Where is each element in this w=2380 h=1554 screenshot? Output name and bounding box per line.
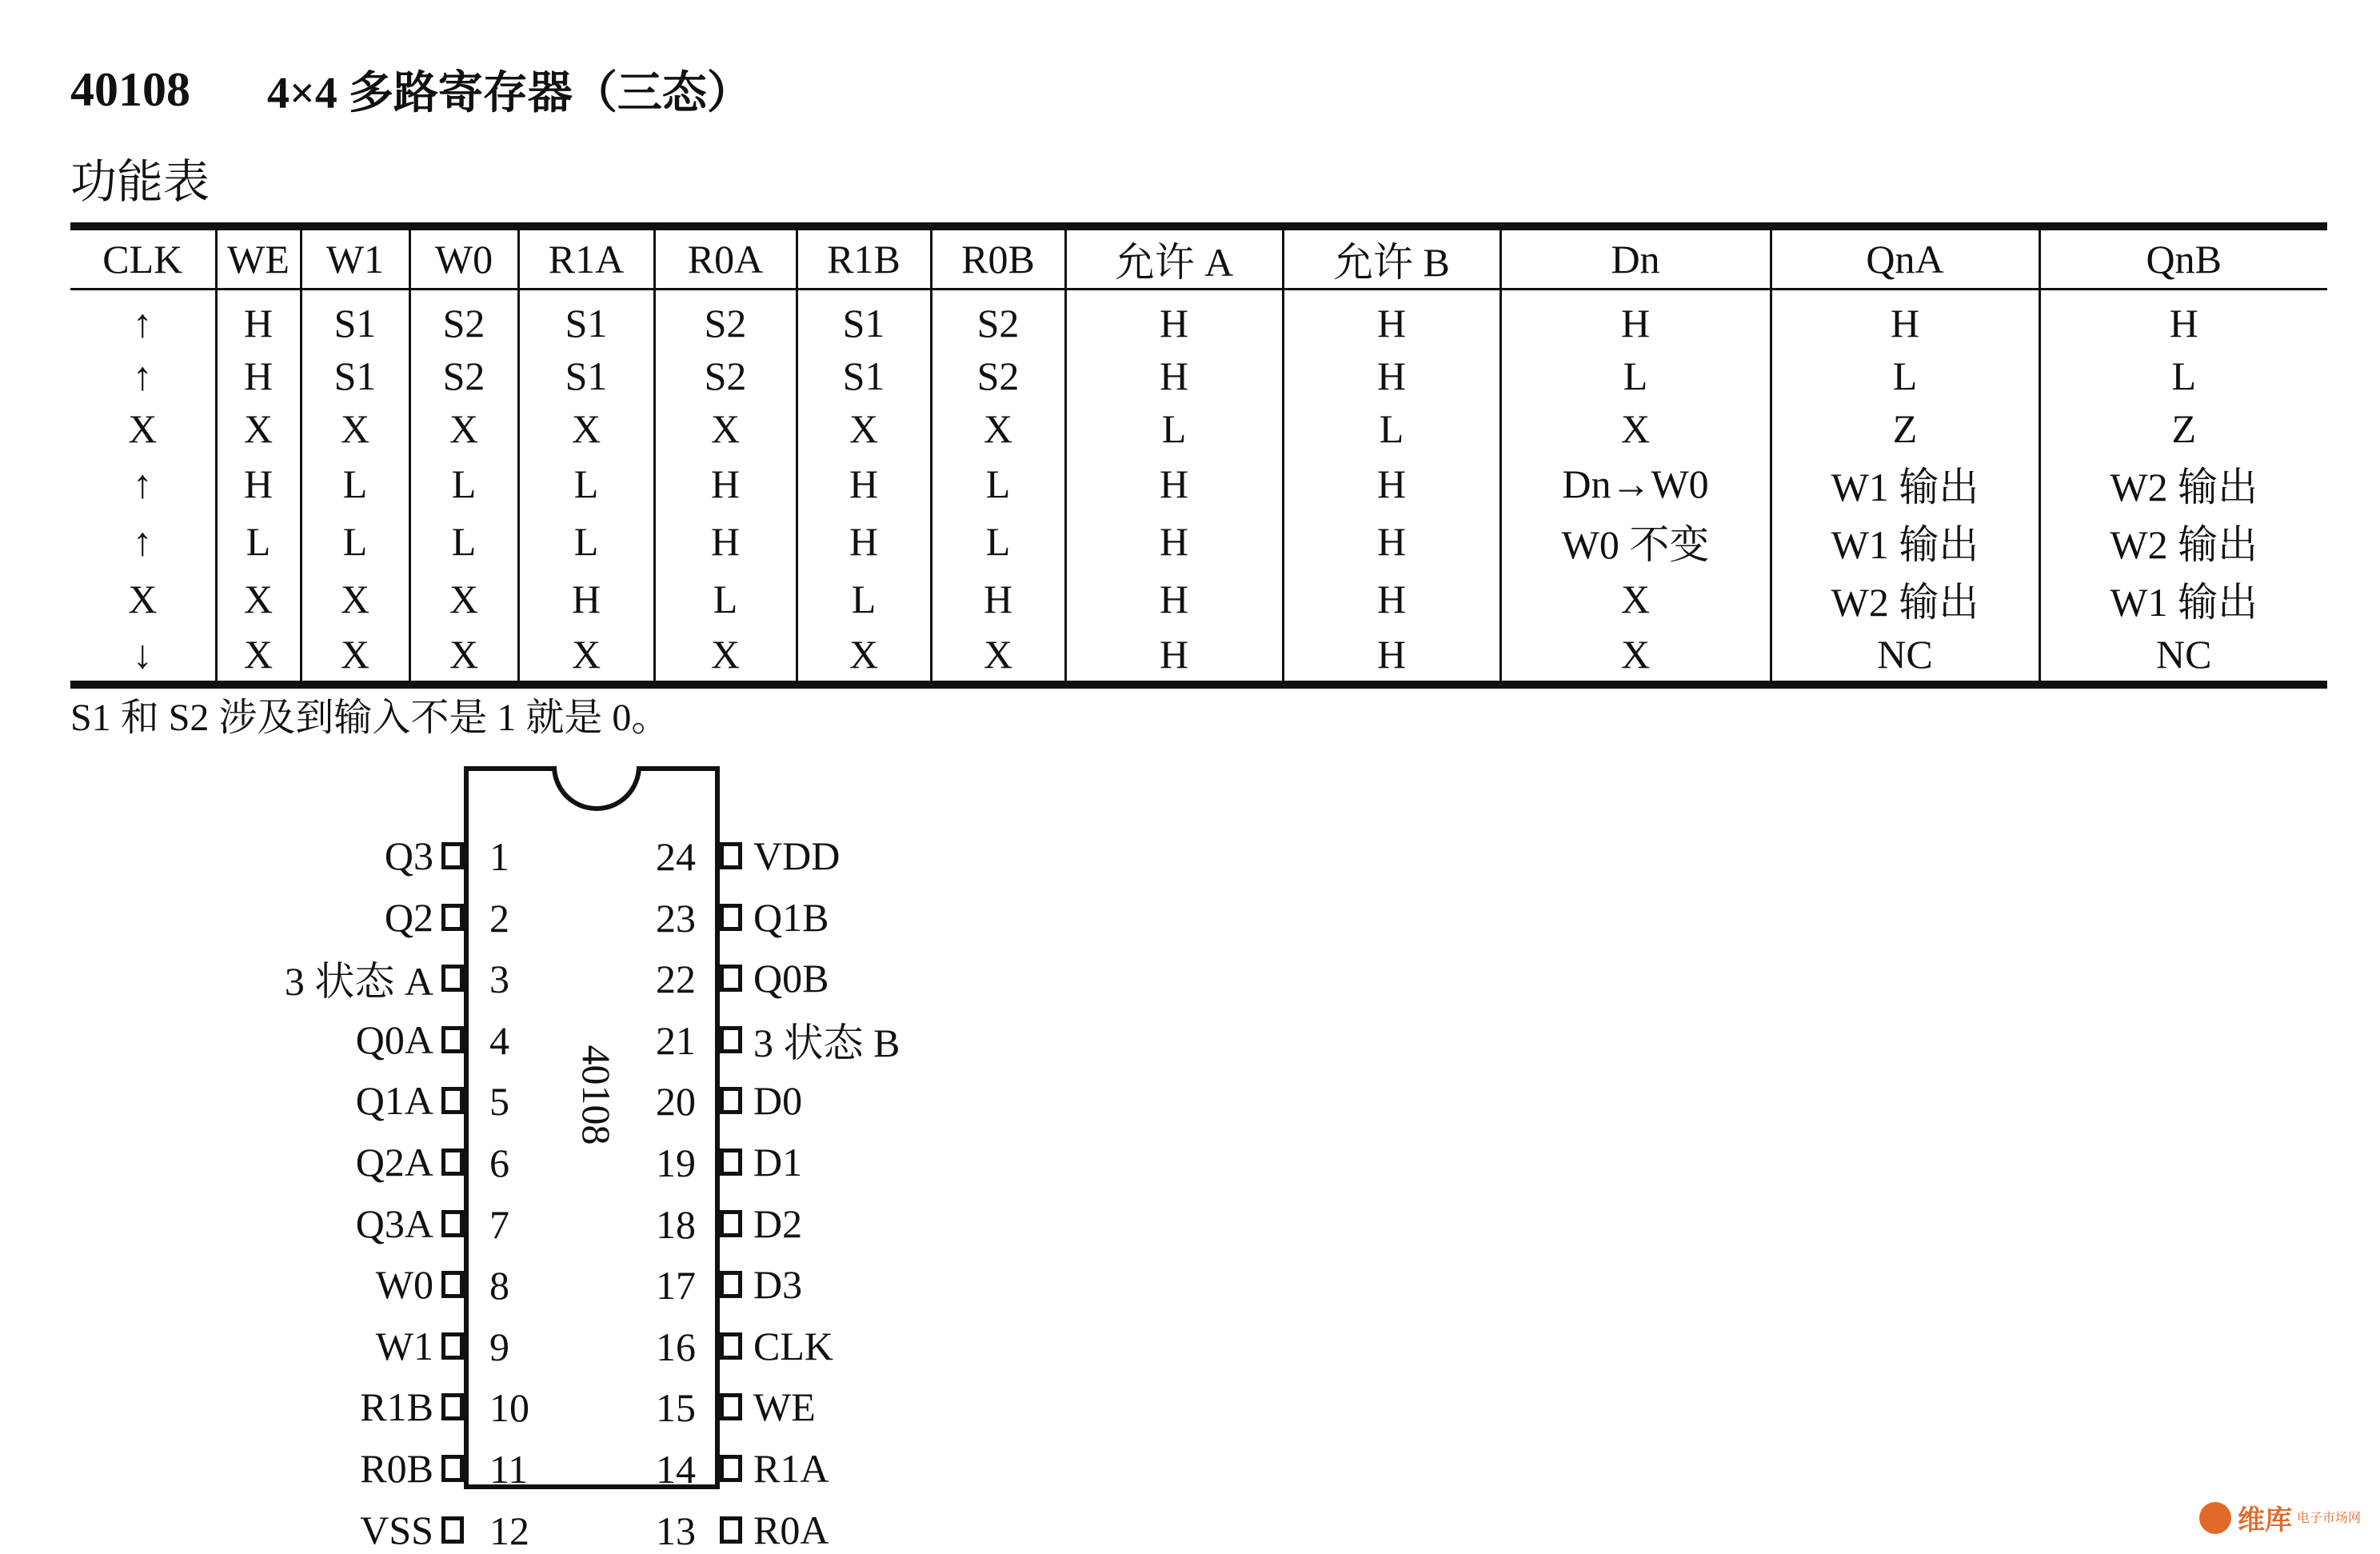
pin-number: 7: [489, 1201, 509, 1247]
table-cell: H: [216, 350, 301, 402]
table-header-row: [70, 226, 2327, 290]
column-header: 允许 A: [1065, 226, 1283, 290]
table-cell: X: [301, 570, 409, 628]
table-cell: X: [216, 570, 301, 628]
table-cell: H: [2039, 290, 2327, 350]
pin-number: 16: [656, 1324, 696, 1369]
pin-right-23: [720, 893, 829, 941]
table-cell: X: [654, 628, 797, 685]
pin-box-icon: [441, 842, 464, 869]
table-cell: W1 输出: [1771, 455, 2039, 513]
pin-name: VSS: [360, 1507, 433, 1552]
table-cell: X: [654, 402, 797, 455]
pin-box-icon: [720, 1087, 742, 1114]
table-row: [70, 350, 2327, 402]
pin-box-icon: [441, 1393, 464, 1420]
pin-left-9: [376, 1322, 464, 1370]
table-cell: H: [654, 513, 797, 570]
column-header: WE: [216, 226, 301, 290]
pin-name: D0: [753, 1078, 803, 1124]
table-cell: S1: [301, 290, 409, 350]
pin-name: Q3A: [355, 1200, 433, 1246]
table-cell: L: [409, 513, 518, 570]
pin-right-22: [720, 954, 829, 1002]
pin-box-icon: [441, 1210, 464, 1237]
page-title: 4×4 多路寄存器（三态）: [267, 69, 752, 118]
pin-name: D3: [753, 1262, 803, 1308]
pin-left-12: [360, 1506, 464, 1554]
table-row: [70, 455, 2327, 513]
pin-number: 12: [489, 1508, 529, 1553]
table-cell: H: [654, 455, 797, 513]
pin-left-2: [385, 893, 464, 941]
pin-box-icon: [720, 842, 742, 869]
pin-left-4: [356, 1016, 464, 1064]
watermark-brand: 维库: [2237, 1504, 2292, 1536]
table-cell: L: [931, 455, 1065, 513]
pin-right-15: [720, 1383, 816, 1431]
pin-number: 21: [656, 1017, 696, 1063]
table-cell: H: [1065, 628, 1283, 685]
watermark-tagline: 电子市场网: [2296, 1509, 2361, 1525]
function-table: [70, 222, 2327, 689]
pin-number: 15: [656, 1385, 696, 1431]
column-header: W0: [409, 226, 518, 290]
table-cell: L: [518, 455, 654, 513]
table-cell: ↑: [132, 461, 153, 506]
pin-box-icon: [441, 1149, 464, 1176]
watermark: [2199, 1498, 2361, 1537]
pin-name: Q0B: [753, 956, 829, 1001]
table-cell: S1: [301, 350, 409, 402]
pin-box-icon: [441, 1026, 464, 1053]
table-cell: NC: [1771, 628, 2039, 685]
pin-number: 10: [489, 1385, 529, 1431]
pin-box-icon: [720, 1393, 742, 1420]
pin-box-icon: [441, 1271, 464, 1298]
pin-number: 11: [489, 1447, 529, 1492]
table-cell: ↑: [132, 354, 153, 398]
table-cell: L: [797, 570, 931, 628]
table-cell: Z: [1771, 402, 2039, 455]
pin-box-icon: [441, 1455, 464, 1482]
table-cell: L: [1500, 350, 1771, 402]
table-cell: X: [931, 402, 1065, 455]
table-cell: L: [931, 513, 1065, 570]
table-cell: X: [216, 628, 301, 685]
table-cell: X: [1500, 628, 1771, 685]
pin-right-13: [720, 1506, 829, 1554]
table-row: [70, 513, 2327, 570]
table-cell: S2: [931, 350, 1065, 402]
table-cell: L: [1771, 350, 2039, 402]
pin-left-6: [356, 1138, 464, 1186]
pin-left-8: [376, 1260, 464, 1308]
table-cell: H: [1283, 513, 1500, 570]
chip-label: 40108: [574, 1045, 619, 1145]
table-cell: H: [1283, 628, 1500, 685]
column-header: W1: [301, 226, 409, 290]
table-cell: S2: [409, 290, 518, 350]
chip-notch: [552, 766, 641, 811]
table-cell: L: [301, 455, 409, 513]
pin-number: 8: [489, 1263, 509, 1308]
pin-box-icon: [720, 1516, 742, 1544]
table-cell: X: [1500, 402, 1771, 455]
table-cell: S2: [931, 290, 1065, 350]
pin-box-icon: [441, 1332, 464, 1360]
table-cell: L: [654, 570, 797, 628]
pin-name: VDD: [753, 833, 841, 878]
footnote: S1 和 S2 涉及到输入不是 1 就是 0。: [70, 697, 670, 739]
pin-number: 19: [656, 1141, 696, 1185]
table-cell: S2: [654, 290, 797, 350]
pin-box-icon: [720, 1149, 742, 1176]
column-header: Dn: [1500, 226, 1771, 290]
table-cell: W0 不变: [1500, 513, 1771, 570]
pin-left-11: [360, 1444, 464, 1492]
table-cell: L: [1065, 402, 1283, 455]
table-cell: H: [1500, 290, 1771, 350]
table-cell: X: [1500, 570, 1771, 628]
pin-number: 24: [656, 834, 696, 879]
column-header: 允许 B: [1283, 226, 1500, 290]
table-cell: W2 输出: [2039, 455, 2327, 513]
pin-right-19: [720, 1138, 802, 1186]
pin-box-icon: [441, 1087, 464, 1114]
table-cell: X: [409, 628, 518, 685]
table-cell: X: [128, 577, 158, 621]
title-row: [70, 58, 752, 122]
table-cell: L: [518, 513, 654, 570]
table-cell: X: [301, 402, 409, 455]
table-cell: W2 输出: [2039, 513, 2327, 570]
table-cell: H: [1065, 570, 1283, 628]
pin-name: W1: [375, 1323, 433, 1368]
table-cell: S1: [797, 290, 931, 350]
pin-left-3: [284, 954, 464, 1005]
pin-name: R0A: [753, 1507, 829, 1552]
watermark-logo-icon: [2199, 1502, 2231, 1534]
pin-name: 3 状态 A: [284, 959, 433, 1005]
pin-number: 9: [489, 1324, 509, 1369]
pin-box-icon: [720, 904, 742, 931]
pin-name: WE: [753, 1384, 816, 1430]
table-cell: NC: [2039, 628, 2327, 685]
column-header: R0B: [931, 226, 1065, 290]
table-cell: X: [518, 402, 654, 455]
table-cell: X: [797, 402, 931, 455]
pin-number: 6: [489, 1141, 509, 1185]
section-title: 功能表: [70, 156, 210, 208]
pin-number: 2: [489, 895, 509, 941]
pin-name: D1: [753, 1140, 803, 1184]
table-cell: H: [1283, 290, 1500, 350]
table-cell: X: [409, 570, 518, 628]
pin-number: 18: [656, 1201, 696, 1247]
table-row: [70, 570, 2327, 628]
table-cell: ↓: [132, 632, 153, 677]
table-cell: S2: [654, 350, 797, 402]
table-cell: H: [1283, 455, 1500, 513]
table-cell: X: [931, 628, 1065, 685]
pin-number: 23: [656, 895, 696, 941]
column-header: R0A: [654, 226, 797, 290]
table-cell: L: [301, 513, 409, 570]
pin-right-16: [720, 1322, 833, 1370]
pin-name: D2: [753, 1200, 803, 1246]
pin-box-icon: [720, 1455, 742, 1482]
table-cell: L: [409, 455, 518, 513]
part-number: 40108: [70, 62, 190, 116]
pin-name: Q0A: [355, 1017, 433, 1062]
table-cell: H: [931, 570, 1065, 628]
table-cell: H: [1065, 290, 1283, 350]
pin-box-icon: [441, 904, 464, 931]
pin-box-icon: [441, 1516, 464, 1544]
column-header: R1A: [518, 226, 654, 290]
table-body: [70, 290, 2327, 685]
pin-box-icon: [720, 1026, 742, 1053]
column-header: QnB: [2039, 226, 2327, 290]
pin-name: Q2: [384, 894, 433, 940]
table-row: [70, 402, 2327, 455]
pin-number: 20: [656, 1079, 696, 1125]
pin-number: 1: [489, 834, 509, 879]
table-cell: L: [216, 513, 301, 570]
pin-name: CLK: [753, 1323, 833, 1368]
pin-left-5: [356, 1077, 464, 1125]
pin-right-24: [720, 832, 840, 880]
pin-number: 17: [656, 1263, 696, 1308]
pin-right-20: [720, 1077, 802, 1125]
table-cell: S1: [518, 350, 654, 402]
pin-box-icon: [720, 1210, 742, 1237]
pin-box-icon: [720, 965, 742, 992]
table-cell: H: [518, 570, 654, 628]
column-header: QnA: [1771, 226, 2039, 290]
table-row: [70, 290, 2327, 350]
table-cell: H: [1771, 290, 2039, 350]
pin-right-17: [720, 1260, 802, 1308]
table-cell: Dn→W0: [1500, 455, 1771, 513]
table-cell: H: [1283, 350, 1500, 402]
pin-number: 4: [489, 1017, 509, 1063]
pin-name: 3 状态 B: [753, 1020, 900, 1065]
table-cell: W1 输出: [2039, 570, 2327, 628]
table-cell: H: [797, 455, 931, 513]
table-cell: S1: [797, 350, 931, 402]
pin-name: Q1B: [753, 894, 829, 940]
table-cell: X: [216, 402, 301, 455]
pin-number: 22: [656, 957, 696, 1002]
table-cell: S2: [409, 350, 518, 402]
table-cell: H: [797, 513, 931, 570]
pin-right-14: [720, 1444, 829, 1492]
table-cell: H: [216, 455, 301, 513]
table-cell: Z: [2039, 402, 2327, 455]
pin-name: Q3: [384, 833, 433, 878]
pin-number: 3: [489, 957, 509, 1002]
pin-box-icon: [720, 1271, 742, 1298]
table-cell: H: [1065, 455, 1283, 513]
table-cell: W2 输出: [1771, 570, 2039, 628]
pin-box-icon: [720, 1332, 742, 1360]
column-header: CLK: [70, 226, 216, 290]
table-cell: X: [797, 628, 931, 685]
column-header: R1B: [797, 226, 931, 290]
pin-name: Q1A: [355, 1078, 433, 1124]
table-cell: H: [1065, 513, 1283, 570]
pin-left-10: [360, 1383, 464, 1431]
table-cell: H: [1283, 570, 1500, 628]
table-row: [70, 628, 2327, 685]
pin-right-18: [720, 1200, 802, 1248]
pin-left-1: [385, 832, 464, 880]
pin-name: R0B: [360, 1446, 433, 1491]
table-cell: ↑: [132, 301, 153, 346]
pin-number: 14: [656, 1447, 696, 1492]
table-cell: W1 输出: [1771, 513, 2039, 570]
table-cell: S1: [518, 290, 654, 350]
pin-name: R1B: [360, 1384, 433, 1430]
pin-name: R1A: [753, 1446, 829, 1491]
table-cell: X: [128, 406, 158, 451]
pin-name: W0: [375, 1262, 433, 1308]
pin-left-7: [356, 1200, 464, 1248]
table-cell: X: [518, 628, 654, 685]
table-cell: L: [1283, 402, 1500, 455]
table-cell: H: [1065, 350, 1283, 402]
pin-right-21: [720, 1016, 900, 1064]
table-cell: X: [409, 402, 518, 455]
table-cell: ↑: [132, 519, 153, 564]
table-cell: X: [301, 628, 409, 685]
pin-number: 5: [489, 1079, 509, 1125]
pin-number: 13: [656, 1508, 696, 1553]
table-cell: H: [216, 290, 301, 350]
table-cell: L: [2039, 350, 2327, 402]
pin-name: Q2A: [355, 1140, 433, 1184]
pin-box-icon: [441, 965, 464, 992]
